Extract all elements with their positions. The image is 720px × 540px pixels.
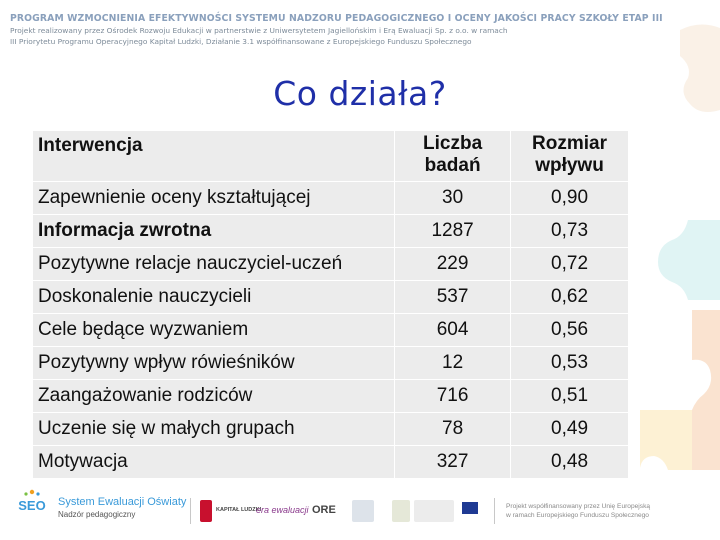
intervention-name-cell: Zaangażowanie rodziców xyxy=(33,379,395,412)
kapital-ludzki-logo xyxy=(200,500,212,522)
table-row xyxy=(33,214,629,247)
intervention-name-cell: Pozytywne relacje nauczyciel-uczeń xyxy=(33,247,395,280)
effect-size-cell: 0,62 xyxy=(511,280,629,313)
column-header-effect-size-line2: wpływu xyxy=(535,155,604,176)
table-row xyxy=(33,181,629,214)
intervention-name-cell: Pozytywny wpływ rówieśników xyxy=(33,346,395,379)
table-row xyxy=(33,313,629,346)
effect-size-cell: 0,49 xyxy=(511,412,629,445)
seo-letter-s: SEO xyxy=(18,498,46,513)
footer-logos xyxy=(0,484,720,540)
interventions-table xyxy=(33,131,629,479)
effect-size-cell: 0,90 xyxy=(511,181,629,214)
study-count-cell: 537 xyxy=(395,280,511,313)
column-header-effect-size xyxy=(511,131,629,181)
intervention-name-cell: Doskonalenie nauczycieli xyxy=(33,280,395,313)
study-count-cell: 604 xyxy=(395,313,511,346)
intervention-name-cell: Uczenie się w małych grupach xyxy=(33,412,395,445)
effect-size-cell: 0,56 xyxy=(511,313,629,346)
column-header-intervention: Interwencja xyxy=(33,131,395,181)
study-count-cell: 1287 xyxy=(395,214,511,247)
university-name-logo xyxy=(414,500,454,522)
university-crest-logo xyxy=(392,500,410,522)
slide-title: Co działa? xyxy=(273,74,447,113)
intervention-name-cell: Informacja zwrotna xyxy=(33,214,395,247)
kapital-ludzki-label: KAPITAŁ LUDZKI xyxy=(216,507,262,513)
table-row xyxy=(33,247,629,280)
footer-divider xyxy=(190,498,191,524)
table-row xyxy=(33,412,629,445)
effect-size-cell: 0,72 xyxy=(511,247,629,280)
column-header-effect-size-line1: Rozmiar xyxy=(532,133,607,154)
intervention-name-cell: Cele będące wyzwaniem xyxy=(33,313,395,346)
eu-note-line-2: w ramach Europejskiego Funduszu Społecznego xyxy=(506,512,649,519)
project-header xyxy=(10,12,663,47)
study-count-cell: 30 xyxy=(395,181,511,214)
ministry-logo xyxy=(352,500,374,522)
column-header-study-count xyxy=(395,131,511,181)
project-info-line-1: Projekt realizowany przez Ośrodek Rozwoju Edukacji w partnerstwie z Uniwersytetem Jagiellońskim i Erą Ewaluacji Sp. z o.o. w ramach xyxy=(10,26,508,35)
seo-name: System Ewaluacji Oświaty xyxy=(58,496,187,508)
effect-size-cell: 0,51 xyxy=(511,379,629,412)
study-count-cell: 78 xyxy=(395,412,511,445)
eu-flag-icon xyxy=(462,502,478,514)
intervention-name-cell: Zapewnienie oceny kształtującej xyxy=(33,181,395,214)
footer-divider-2 xyxy=(494,498,495,524)
table-row xyxy=(33,445,629,478)
study-count-cell: 229 xyxy=(395,247,511,280)
effect-size-cell: 0,48 xyxy=(511,445,629,478)
program-title: PROGRAM WZMOCNIENIA EFEKTYWNOŚCI SYSTEMU NADZORU PEDAGOGICZNEGO I OCENY JAKOŚCI PRACY SZKOŁY ETAP III xyxy=(10,13,663,24)
eu-cofinancing-note xyxy=(506,502,650,520)
era-ewaluacji-logo: era ewaluacji xyxy=(256,505,309,515)
seo-logo xyxy=(16,488,48,534)
eu-note-line-1: Projekt współfinansowany przez Unię Europejską xyxy=(506,503,651,510)
table-header-row xyxy=(33,131,629,181)
seo-subtitle: Nadzór pedagogiczny xyxy=(58,510,136,519)
intervention-name-cell: Motywacja xyxy=(33,445,395,478)
table-row xyxy=(33,280,629,313)
project-info-line-2: III Priorytetu Programu Operacyjnego Kapitał Ludzki, Działanie 3.1 współfinansowane z Europejskiego Funduszu Społecznego xyxy=(10,37,472,46)
column-header-study-count-line2: badań xyxy=(424,155,481,176)
study-count-cell: 12 xyxy=(395,346,511,379)
column-header-study-count-line1: Liczba xyxy=(423,133,483,154)
effect-size-cell: 0,73 xyxy=(511,214,629,247)
study-count-cell: 716 xyxy=(395,379,511,412)
ore-logo: ORE xyxy=(312,504,336,516)
table-row xyxy=(33,346,629,379)
effect-size-cell: 0,53 xyxy=(511,346,629,379)
table-row xyxy=(33,379,629,412)
study-count-cell: 327 xyxy=(395,445,511,478)
